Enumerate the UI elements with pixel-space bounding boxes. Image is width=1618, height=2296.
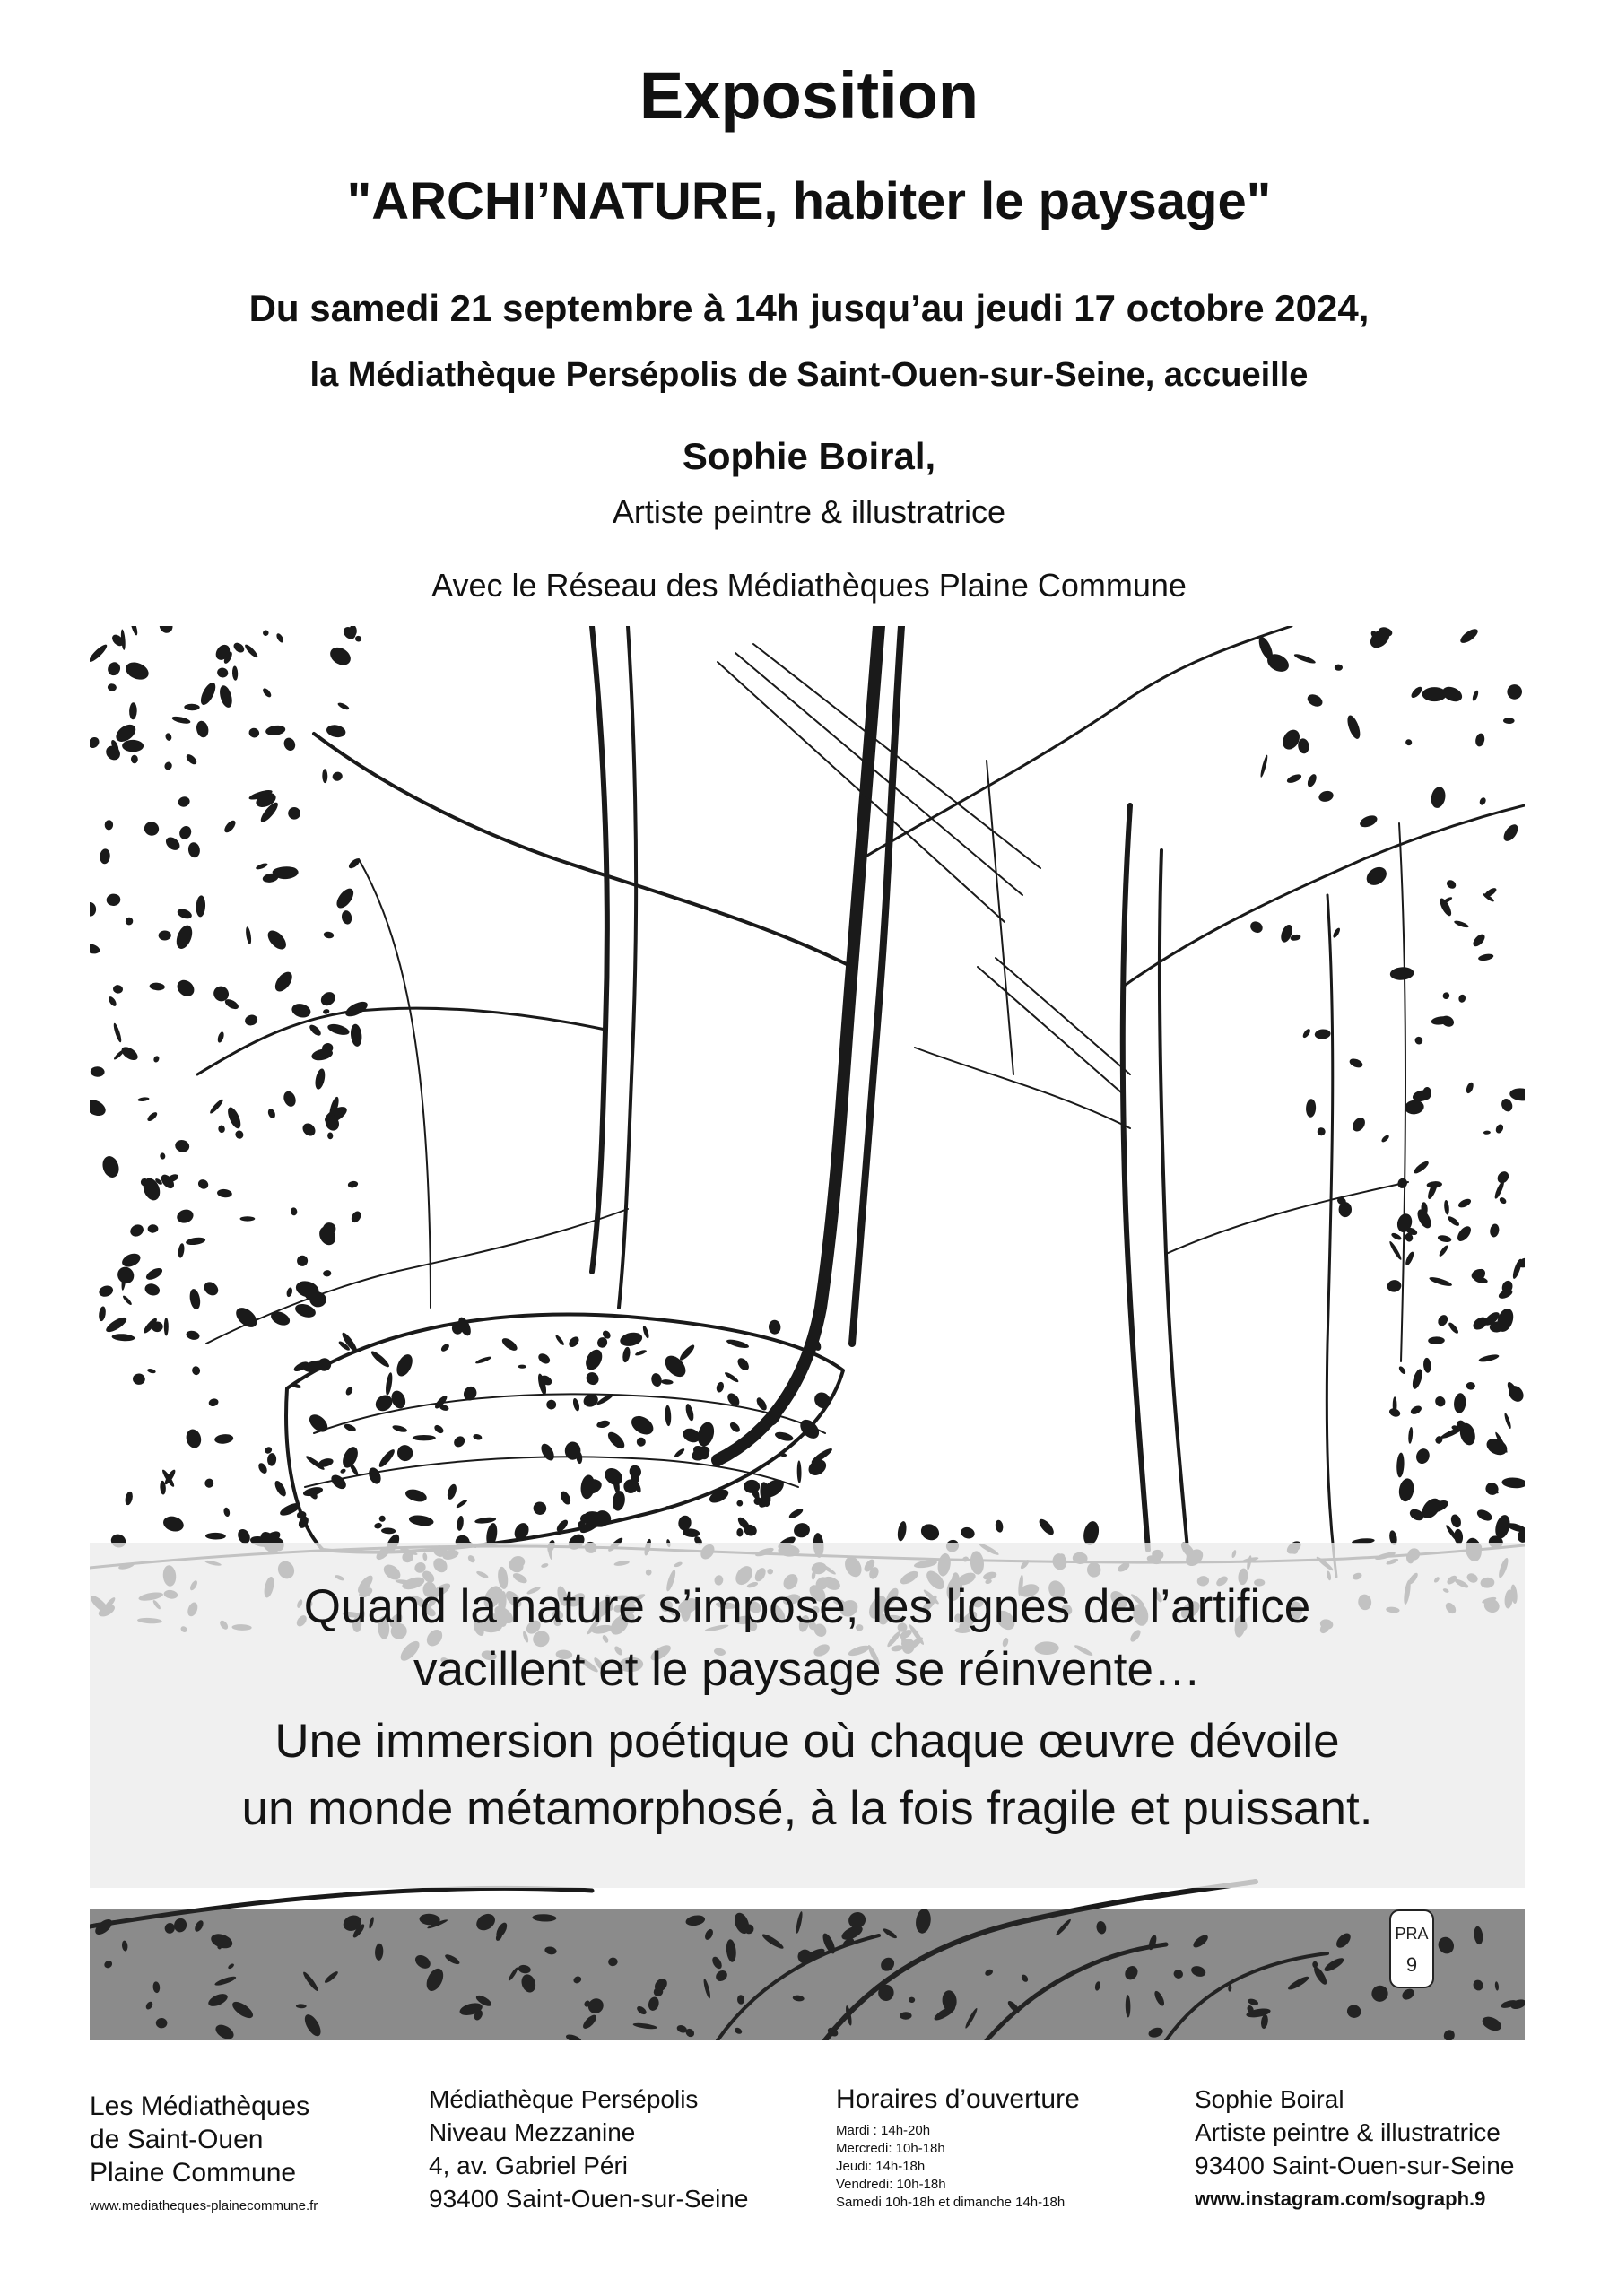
artist-name: Sophie Boiral, (682, 435, 936, 477)
ink-leaf-mark (240, 1216, 256, 1221)
footer-library-line: 4, av. Gabriel Péri (429, 2152, 629, 2179)
footer-artist-line: Sophie Boiral (1195, 2085, 1344, 2113)
footer-artist-line: 93400 Saint-Ouen-sur-Seine (1195, 2152, 1515, 2179)
ink-leaf-mark (413, 1435, 436, 1440)
footer-network (90, 2090, 318, 2220)
artist-signature (1388, 1909, 1435, 1989)
footer-hours-line: Mercredi: 10h-18h (836, 2141, 945, 2156)
caption-line-3: Une immersion poétique où chaque œuvre dévoile (274, 1715, 1340, 1768)
caption-line-2: vacillent et le paysage se réinvente… (413, 1643, 1201, 1696)
signature-text-top: PRA (1395, 1925, 1429, 1943)
artist-role: Artiste peintre & illustratrice (612, 493, 1006, 530)
footer-network-line: de Saint-Ouen (90, 2125, 264, 2154)
footer-library-line: Niveau Mezzanine (429, 2118, 636, 2146)
footer-artist-line: Artiste peintre & illustratrice (1195, 2118, 1501, 2146)
footer-library-line: 93400 Saint-Ouen-sur-Seine (429, 2185, 749, 2213)
footer-hours-line: Vendredi: 10h-18h (836, 2177, 946, 2192)
exhibition-label: Exposition (639, 58, 979, 133)
exhibition-dates: Du samedi 21 septembre à 14h jusqu’au jeudi 17 octobre 2024, (248, 287, 1370, 329)
footer-hours-line: Mardi : 14h-20h (836, 2123, 931, 2138)
footer-network-line: Plaine Commune (90, 2158, 297, 2187)
footer-hours-line: Jeudi: 14h-18h (836, 2159, 926, 2174)
caption-line-4: un monde métamorphosé, à la fois fragile et puissant. (241, 1782, 1373, 1835)
footer-hours-line: Samedi 10h-18h et dimanche 14h-18h (836, 2195, 1066, 2210)
ink-leaf-mark (1339, 1202, 1352, 1217)
footer-hours-heading: Horaires d’ouverture (836, 2084, 1080, 2114)
footer-artist-url[interactable]: www.instagram.com/sograph.9 (1195, 2187, 1486, 2210)
ink-leaf-mark (1422, 687, 1447, 701)
ink-leaf-mark (546, 1400, 556, 1410)
footer-library (429, 2083, 748, 2215)
footer-library-line: Médiathèque Persépolis (429, 2085, 699, 2113)
ink-leaf-mark (736, 1528, 743, 1537)
network-credit: Avec le Réseau des Médiathèques Plaine Commune (431, 567, 1187, 604)
signature-text-bottom: 9 (1405, 1953, 1418, 1976)
exhibition-title: "ARCHI’NATURE, habiter le paysage" (346, 172, 1272, 230)
footer-hours (836, 2083, 1080, 2212)
footer-artist (1195, 2083, 1514, 2215)
ink-leaf-mark (164, 1318, 169, 1335)
caption-line-1: Quand la nature s’impose, les lignes de l’artifice (303, 1580, 1311, 1633)
footer-network-url[interactable]: www.mediatheques-plainecommune.fr (90, 2198, 318, 2213)
exhibition-venue: la Médiathèque Persépolis de Saint-Ouen-sur-Seine, accueille (309, 356, 1309, 394)
footer-network-line: Les Médiathèques (90, 2092, 310, 2121)
